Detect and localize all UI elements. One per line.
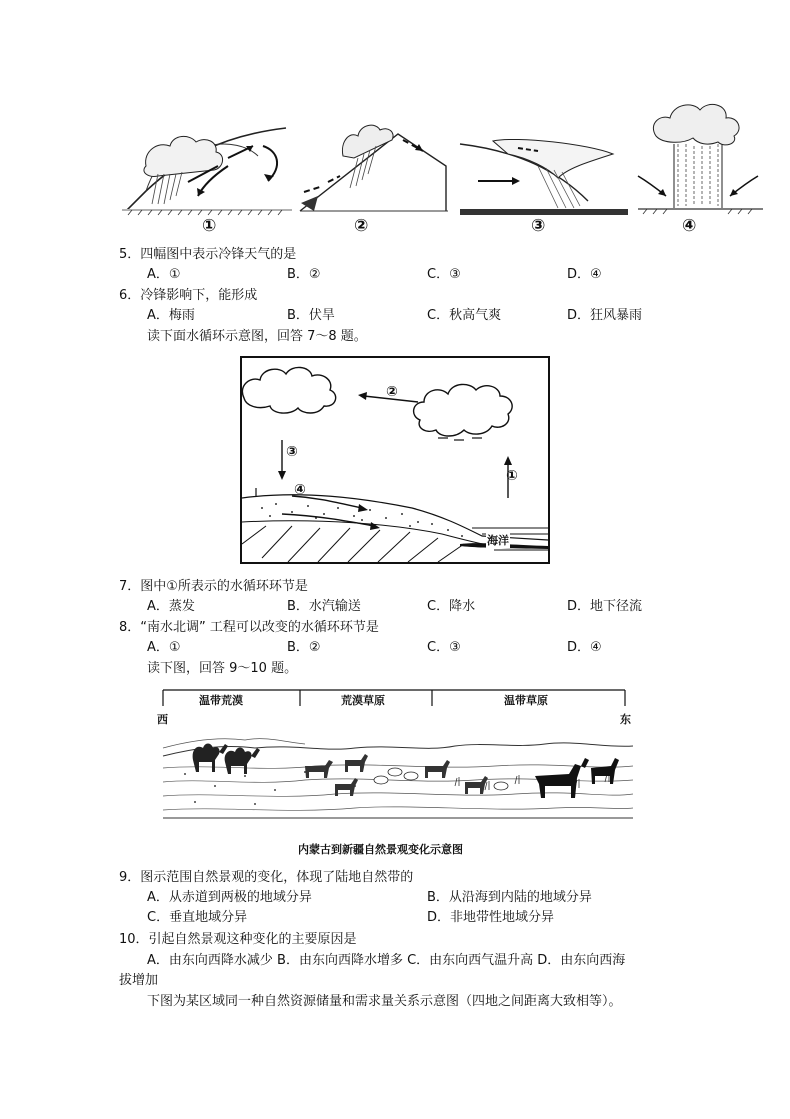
water-cycle-label-1: ① bbox=[506, 468, 518, 484]
q9-option-b[interactable]: B．从沿海到内陆的地域分异 bbox=[427, 890, 592, 905]
q5-option-d[interactable]: D．④ bbox=[567, 267, 602, 282]
landscape-caption: 内蒙古到新疆自然景观变化示意图 bbox=[298, 843, 463, 856]
front-diagram-2 bbox=[300, 125, 448, 211]
q5-option-b[interactable]: B．② bbox=[287, 267, 321, 282]
ocean-label: 海洋 bbox=[487, 534, 509, 547]
zone-label-temperate-steppe: 温带草原 bbox=[504, 694, 548, 707]
water-cycle-diagram bbox=[240, 356, 550, 564]
q9-option-d[interactable]: D．非地带性地域分异 bbox=[427, 910, 555, 925]
front-diagram-4 bbox=[638, 104, 763, 214]
q7-option-d[interactable]: D．地下径流 bbox=[567, 599, 643, 614]
intro-9-10: 读下图，回答 9～10 题。 bbox=[147, 661, 298, 676]
q10-options-line-continued: 拔增加 bbox=[119, 973, 159, 988]
q6-option-a[interactable]: A．梅雨 bbox=[147, 308, 195, 323]
q10-stem: 10．引起自然景观这种变化的主要原因是 bbox=[119, 932, 357, 947]
water-cycle-label-3: ③ bbox=[286, 444, 298, 460]
front-diagram-1 bbox=[122, 128, 292, 215]
front-label-3: ③ bbox=[531, 216, 546, 236]
water-cycle-label-2: ② bbox=[386, 384, 398, 400]
q6-option-b[interactable]: B．伏旱 bbox=[287, 308, 335, 323]
q7-option-a[interactable]: A．蒸发 bbox=[147, 599, 195, 614]
q6-stem: 6．冷锋影响下，能形成 bbox=[119, 288, 258, 303]
q8-option-d[interactable]: D．④ bbox=[567, 640, 602, 655]
q9-stem: 9．图示范围自然景观的变化，体现了陆地自然带的 bbox=[119, 870, 414, 885]
q10-options-line[interactable]: A．由东向西降水减少 B．由东向西降水增多 C．由东向西气温升高 D．由东向西海 bbox=[147, 953, 626, 968]
q8-option-b[interactable]: B．② bbox=[287, 640, 321, 655]
q7-option-c[interactable]: C．降水 bbox=[427, 599, 476, 614]
q5-option-c[interactable]: C．③ bbox=[427, 267, 461, 282]
q6-option-d[interactable]: D．狂风暴雨 bbox=[567, 308, 643, 323]
q8-stem: 8．“南水北调” 工程可以改变的水循环环节是 bbox=[119, 620, 379, 635]
front-label-1: ① bbox=[202, 216, 217, 236]
intro-7-8: 读下面水循环示意图，回答 7～8 题。 bbox=[147, 329, 367, 344]
q8-option-c[interactable]: C．③ bbox=[427, 640, 461, 655]
zone-label-temperate-desert: 温带荒漠 bbox=[199, 694, 243, 707]
front-diagram-3 bbox=[460, 139, 628, 215]
front-label-2: ② bbox=[354, 216, 369, 236]
front-label-4: ④ bbox=[682, 216, 697, 236]
q7-stem: 7．图中①所表示的水循环环节是 bbox=[119, 579, 308, 594]
q6-option-c[interactable]: C．秋高气爽 bbox=[427, 308, 502, 323]
zone-label-desert-steppe: 荒漠草原 bbox=[341, 694, 385, 707]
q9-option-c[interactable]: C．垂直地域分异 bbox=[147, 910, 248, 925]
q5-option-a[interactable]: A．① bbox=[147, 267, 181, 282]
q7-option-b[interactable]: B．水汽输送 bbox=[287, 599, 361, 614]
west-label: 西 bbox=[157, 713, 168, 726]
q5-stem: 5．四幅图中表示冷锋天气的是 bbox=[119, 247, 297, 262]
q9-option-a[interactable]: A．从赤道到两极的地域分异 bbox=[147, 890, 312, 905]
front-diagrams bbox=[118, 96, 768, 221]
intro-next: 下图为某区域同一种自然资源储量和需求量关系示意图（四地之间距离大致相等）。 bbox=[147, 994, 622, 1009]
east-label: 东 bbox=[620, 713, 631, 726]
q8-option-a[interactable]: A．① bbox=[147, 640, 181, 655]
water-cycle-label-4: ④ bbox=[294, 482, 306, 498]
